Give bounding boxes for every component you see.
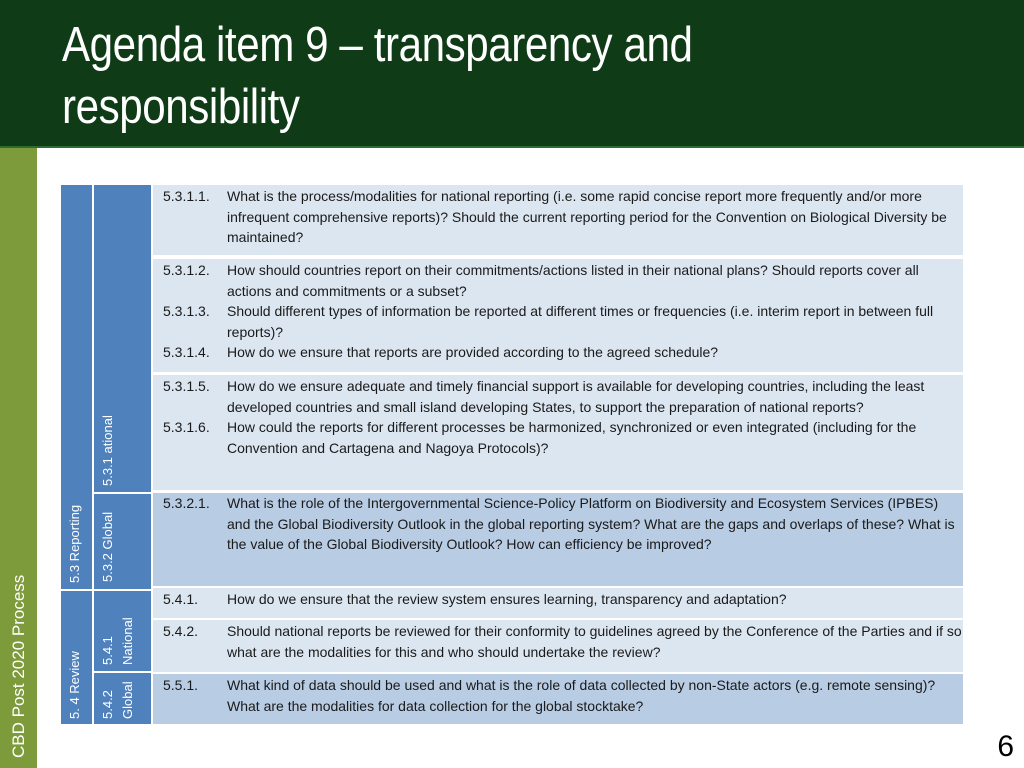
item-number: 5.4.1. — [163, 591, 199, 607]
section-5-3-2-cell — [94, 494, 153, 589]
list-item — [153, 186, 963, 248]
section-5-4-2-label-b: Global — [120, 681, 135, 719]
section-5-3-2-label: 5.3.2 Global — [100, 511, 115, 582]
table-row — [153, 185, 963, 257]
list-item — [153, 621, 963, 662]
item-text: How do we ensure adequate and timely financial support is available for developing countries, including the least developed countries and small island developing States, to support the preparation of national reports? — [227, 378, 925, 415]
table-row — [153, 620, 963, 674]
item-number: 5.3.1.3. — [163, 303, 210, 319]
table-row — [153, 375, 963, 492]
list-item — [153, 417, 963, 458]
list-item — [153, 493, 963, 555]
section-5-4-1-label-b: National — [120, 617, 135, 665]
section-5-3-1-label: 5.3.1 ational — [100, 415, 115, 486]
item-text: How do we ensure that the review system ensures learning, transparency and adaptation? — [227, 591, 787, 607]
section-5-3-1-cell — [94, 185, 153, 492]
section-5-4-2-cell — [94, 673, 153, 724]
title-banner — [0, 0, 1024, 148]
slide-title — [62, 14, 836, 138]
section-5-4-1-label-a: 5.4.1 — [100, 636, 115, 665]
item-number: 5.3.1.5. — [163, 378, 210, 394]
list-item — [153, 589, 963, 610]
item-text: What is the process/modalities for national reporting (i.e. some rapid concise report more frequently and/or more infrequent comprehensive reports)? Should the current reporting period for the Convention on Biological Diversity be maintained? — [227, 188, 947, 245]
page-number: 6 — [997, 730, 1014, 763]
item-text: What is the role of the Intergovernmental Science-Policy Platform on Biodiversity and Ecosystem Services (IPBES) and the Global Biodiversity Outlook in the global reporting system? What are the gaps and overlaps of these? What is the value of the Global Biodiversity Outlook? How can efficiency be improved? — [227, 495, 955, 552]
title-line-2: responsibility — [62, 80, 300, 134]
title-line-1: Agenda item 9 – transparency and — [62, 18, 693, 72]
list-item — [153, 675, 963, 716]
table-row — [153, 259, 963, 374]
section-5-4-cell — [61, 591, 94, 724]
item-text: How do we ensure that reports are provided according to the agreed schedule? — [227, 344, 719, 360]
section-5-4-2-label-a: 5.4.2 — [100, 690, 115, 719]
table-row — [153, 674, 963, 726]
item-text: What kind of data should be used and what is the role of data collected by non-State actors (e.g. remote sensing)? What are the modalities for data collection for the global stocktake? — [227, 677, 936, 714]
item-text: How should countries report on their commitments/actions listed in their national plans? Should reports cover all actions and commitments or a subset? — [227, 262, 919, 299]
list-item — [153, 376, 963, 417]
list-item — [153, 342, 963, 363]
table-row — [153, 588, 963, 620]
item-number: 5.4.2. — [163, 623, 199, 639]
side-label: CBD Post 2020 Process — [9, 574, 28, 758]
item-text: Should different types of information be reported at different times or frequencies (i.e. interim report in between full reports)? — [227, 303, 934, 340]
item-number: 5.3.1.6. — [163, 419, 210, 435]
item-number: 5.3.1.1. — [163, 188, 210, 204]
item-text: How could the reports for different processes be harmonized, synchronized or even integrated (including for the Convention and Cartagena and Nagoya Protocols)? — [227, 419, 917, 456]
section-5-3-cell — [61, 185, 94, 589]
item-number: 5.3.1.2. — [163, 262, 210, 278]
item-number: 5.5.1. — [163, 677, 199, 693]
item-number: 5.3.1.4. — [163, 344, 210, 360]
section-5-4-label: 5. 4 Review — [67, 651, 82, 719]
list-item — [153, 260, 963, 301]
item-number: 5.3.2.1. — [163, 495, 210, 511]
list-item — [153, 301, 963, 342]
section-5-4-1-cell — [94, 591, 153, 671]
table-row — [153, 493, 963, 588]
item-text: Should national reports be reviewed for their conformity to guidelines agreed by the Conference of the Parties and if so what are the modalities for this and who should undertake the review? — [227, 623, 962, 660]
section-5-3-label: 5.3 Reporting — [67, 504, 82, 583]
